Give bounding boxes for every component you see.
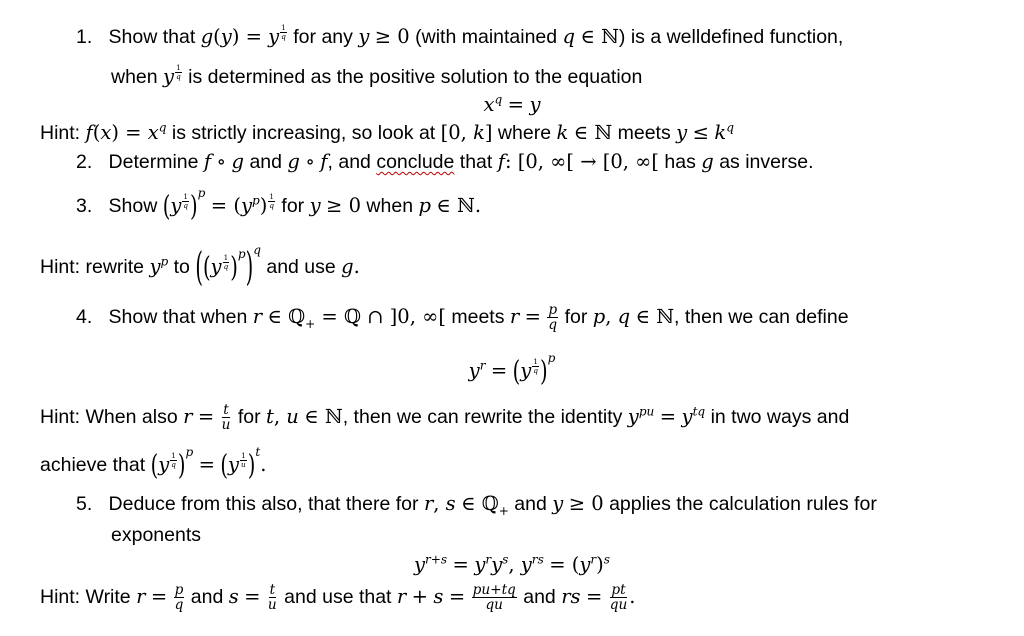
item-1-number: 1. bbox=[76, 26, 93, 48]
item-5-line-1: 5. Deduce from this also, that there for r, s ∈ ℚ$_+$ and y ≥ 0 applies the calculation rules for bbox=[76, 492, 877, 518]
item-1-line-1: 1. Show that g(y) = y $^{\frac{1}{q}}$ for any y ≥ 0 (with maintained q ∈ ℕ) is a welldefined function, bbox=[76, 23, 844, 48]
item-2: 2. Determine f ∘ g and g ∘ f, and conclude that f: [0, ∞[ → [0, ∞[ has g as inverse. bbox=[76, 150, 814, 173]
item-1-line-2: when y $^{\frac{1}{q}}$ is determined as the positive solution to the equation bbox=[111, 63, 643, 88]
hint-3: Hint: rewrite $y^p$ to ((y $^{\frac{1}{q}}$ )$^p$)$^q$ and use g. bbox=[40, 242, 360, 290]
item-4: 4. Show that when r ∈ ℚ$_+$ = ℚ ∩ ]0, ∞[ meets r = $\frac{p}{q}$ for p, q ∈ ℕ, then we can define bbox=[76, 302, 849, 334]
hint-4-line-1: Hint: When also r = $\frac{t}{u}$ for t, u ∈ ℕ, then we can rewrite the identity $y^{pu} = y^{tq}$ in two ways and bbox=[40, 402, 850, 434]
hint-4-line-2: achieve that (y $^{\frac{1}{q}}$ )$^p$ = (y $^{\frac{1}{u}}$ )$^t$. bbox=[40, 444, 267, 482]
hint-5: Hint: Write r = $\frac{p}{q}$ and s = $\frac{t}{u}$ and use that r + s = $\frac{pu+tq}{qu}$ and rs = $\frac{pt}{qu}$ . bbox=[40, 582, 636, 614]
item-3-number: 3. bbox=[76, 195, 93, 217]
hint-1: Hint: $f(x) = x^q$ is strictly increasing, so look at [0, k] where k ∈ ℕ meets $y \le k^q$ bbox=[40, 120, 734, 144]
equation-y-r-definition: $y^r = (y$ $^{\frac{1}{q}}$ )$^p$ bbox=[468, 350, 556, 388]
item-5-line-2: exponents bbox=[111, 524, 201, 546]
item-4-number: 4. bbox=[76, 305, 93, 328]
item-2-number: 2. bbox=[76, 151, 93, 173]
item-3: 3. Show (y $^{\frac{1}{q}}$ )$^p = (y^p)$ $^{\frac{1}{q}}$ for y ≥ 0 when p ∈ ℕ. bbox=[76, 185, 482, 223]
equation-exponent-rules: $y^{r+s} = y^ry^s$, $y^{rs} = (y^r)^s$ bbox=[414, 552, 610, 576]
equation-x-q-equals-y: $x^q = y$ bbox=[483, 92, 541, 116]
item-5-number: 5. bbox=[76, 493, 93, 515]
spellcheck-underline-conclude: conclude bbox=[376, 151, 455, 173]
